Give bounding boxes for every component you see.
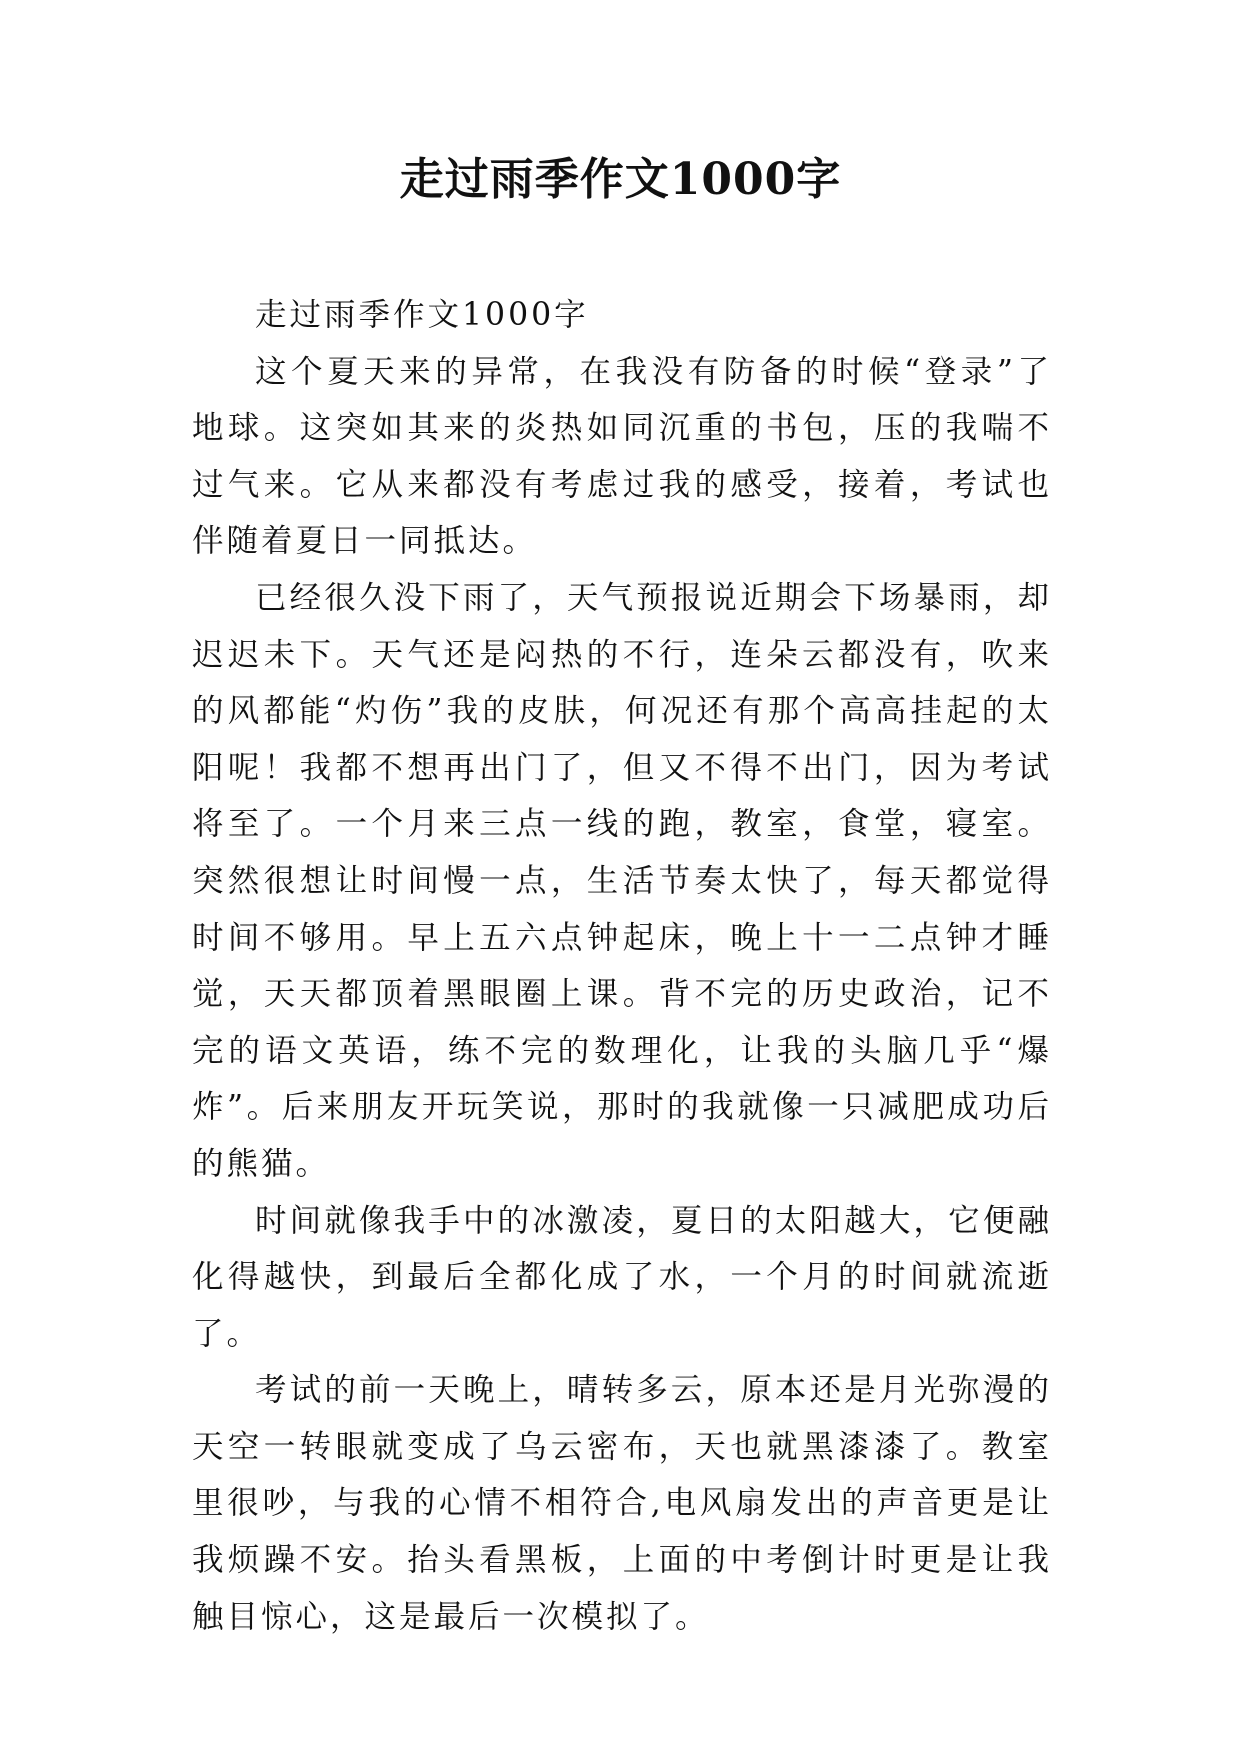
paragraph: 已经很久没下雨了，天气预报说近期会下场暴雨，却迟迟未下。天气还是闷热的不行，连朵云都没有，吹来的风都能“灼伤”我的皮肤，何况还有那个高高挂起的太阳呢！我都不想再出门了，但又不得不出门，因为考试将至了。一个月来三点一线的跑，教室，食堂，寝室。突然很想让时间慢一点，生活节奏太快了，每天都觉得时间不够用。早上五六点钟起床，晚上十一二点钟才睡觉，天天都顶着黑眼圈上课。背不完的历史政治，记不完的语文英语，练不完的数理化，让我的头脑几乎“爆炸”。后来朋友开玩笑说，那时的我就像一只减肥成功后的熊猫。 xyxy=(192,579,1052,1182)
document-body xyxy=(192,287,1052,1645)
paragraph: 时间就像我手中的冰激凌，夏日的太阳越大，它便融化得越快，到最后全都化成了水，一个月的时间就流逝了。 xyxy=(192,1202,1052,1352)
document-title: 走过雨季作文1000字 xyxy=(399,154,842,205)
paragraph-subtitle: 走过雨季作文1000字 xyxy=(255,297,589,333)
paragraph: 这个夏天来的异常，在我没有防备的时候“登录”了地球。这突如其来的炎热如同沉重的书包，压的我喘不过气来。它从来都没有考虑过我的感受，接着，考试也伴随着夏日一同抵达。 xyxy=(192,353,1052,560)
paragraph: 考试的前一天晚上，晴转多云，原本还是月光弥漫的天空一转眼就变成了乌云密布，天也就黑漆漆了。教室里很吵，与我的心情不相符合,电风扇发出的声音更是让我烦躁不安。抬头看黑板，上面的中考倒计时更是让我触目惊心，这是最后一次模拟了。 xyxy=(192,1372,1052,1635)
